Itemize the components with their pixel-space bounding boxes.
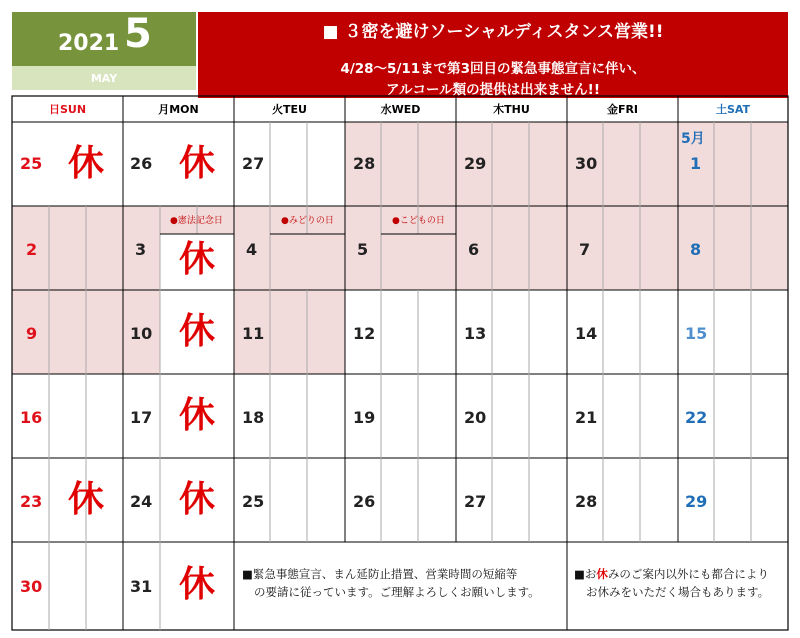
day-number: 25 — [20, 154, 43, 173]
day-number: 30 — [20, 577, 43, 596]
day-number: 20 — [464, 408, 487, 427]
day-number: 4 — [246, 240, 258, 259]
day-number: 15 — [685, 324, 708, 343]
day-number: 14 — [575, 324, 598, 343]
notice-left — [242, 566, 562, 602]
day-number: 29 — [464, 154, 487, 173]
day-number: 28 — [575, 492, 598, 511]
day-number: 28 — [353, 154, 376, 173]
day-number: 26 — [130, 154, 153, 173]
day-number: 10 — [130, 324, 153, 343]
closed-mark: 休 — [179, 479, 216, 520]
holiday-label: ●みどりの日 — [281, 216, 334, 226]
day-number: 2 — [26, 240, 38, 259]
closed-mark: 休 — [179, 239, 216, 280]
weekday-fri: 金FRI — [606, 103, 639, 116]
notice-right — [574, 566, 786, 602]
holiday-label: ●憲法記念日 — [170, 216, 223, 226]
closed-mark: 休 — [68, 143, 105, 184]
day-number: 25 — [242, 492, 265, 511]
day-number: 29 — [685, 492, 708, 511]
closed-mark: 休 — [68, 479, 105, 520]
weekday-mon: 月MON — [158, 103, 199, 116]
notice-right-line-1 — [574, 566, 786, 584]
day-number: 31 — [130, 577, 153, 596]
day-number: 18 — [242, 408, 265, 427]
day-number: 23 — [20, 492, 43, 511]
month-english: MAY — [12, 66, 196, 90]
day-number: 17 — [130, 408, 153, 427]
day-number: 16 — [20, 408, 43, 427]
weekday-thu: 木THU — [493, 103, 530, 116]
notice-right-line-2: お休みをいただく場合もあります。 — [586, 584, 770, 599]
closed-mark: 休 — [179, 564, 216, 605]
notice-line-2: アルコール類の提供は出来ません!! — [385, 82, 600, 98]
notice-right-rest: みのご案内以外にも都合により — [607, 567, 769, 581]
closed-mark: 休 — [179, 311, 216, 352]
day-number: 5 — [357, 240, 369, 259]
weekday-wed: 水WED — [380, 103, 421, 116]
day-number: 19 — [353, 408, 376, 427]
day-number: 30 — [575, 154, 598, 173]
weekday-sun: 日SUN — [48, 103, 87, 116]
day-number: 24 — [130, 492, 153, 511]
notice-left-line-2: の要請に従っています。ご理解よろしくお願いします。 — [254, 584, 540, 599]
closed-mark: 休 — [179, 395, 216, 436]
notice-right-red: 休 — [596, 567, 608, 581]
day-number: 9 — [26, 324, 38, 343]
year-label: 2021 — [58, 31, 120, 56]
day-number: 7 — [579, 240, 591, 259]
notice-left-line-1: ■緊急事態宣言、まん延防止措置、営業時間の短縮等 — [242, 567, 518, 581]
weekday-tue: 火TEU — [272, 103, 307, 116]
month-marker: 5月 — [681, 131, 705, 147]
holiday-label: ●こどもの日 — [392, 216, 445, 226]
weekday-sat: 土SAT — [715, 103, 751, 116]
day-number: 3 — [135, 240, 147, 259]
month-number: 5 — [124, 11, 152, 57]
day-number: 26 — [353, 492, 376, 511]
day-number: 11 — [242, 324, 265, 343]
day-number: 8 — [690, 240, 702, 259]
day-number: 1 — [690, 154, 702, 173]
notice-right-prefix: ■お — [574, 567, 597, 581]
day-number: 27 — [242, 154, 265, 173]
closed-mark: 休 — [179, 143, 216, 184]
day-number: 21 — [575, 408, 598, 427]
day-number: 12 — [353, 324, 376, 343]
day-number: 22 — [685, 408, 708, 427]
notice-title: ■ ３密を避けソーシャルディスタンス営業!! — [322, 22, 664, 42]
day-number: 6 — [468, 240, 480, 259]
notice-line-1: 4/28～5/11まで第3回目の緊急事態宣言に伴い、 — [340, 61, 646, 77]
day-number: 13 — [464, 324, 487, 343]
day-number: 27 — [464, 492, 487, 511]
